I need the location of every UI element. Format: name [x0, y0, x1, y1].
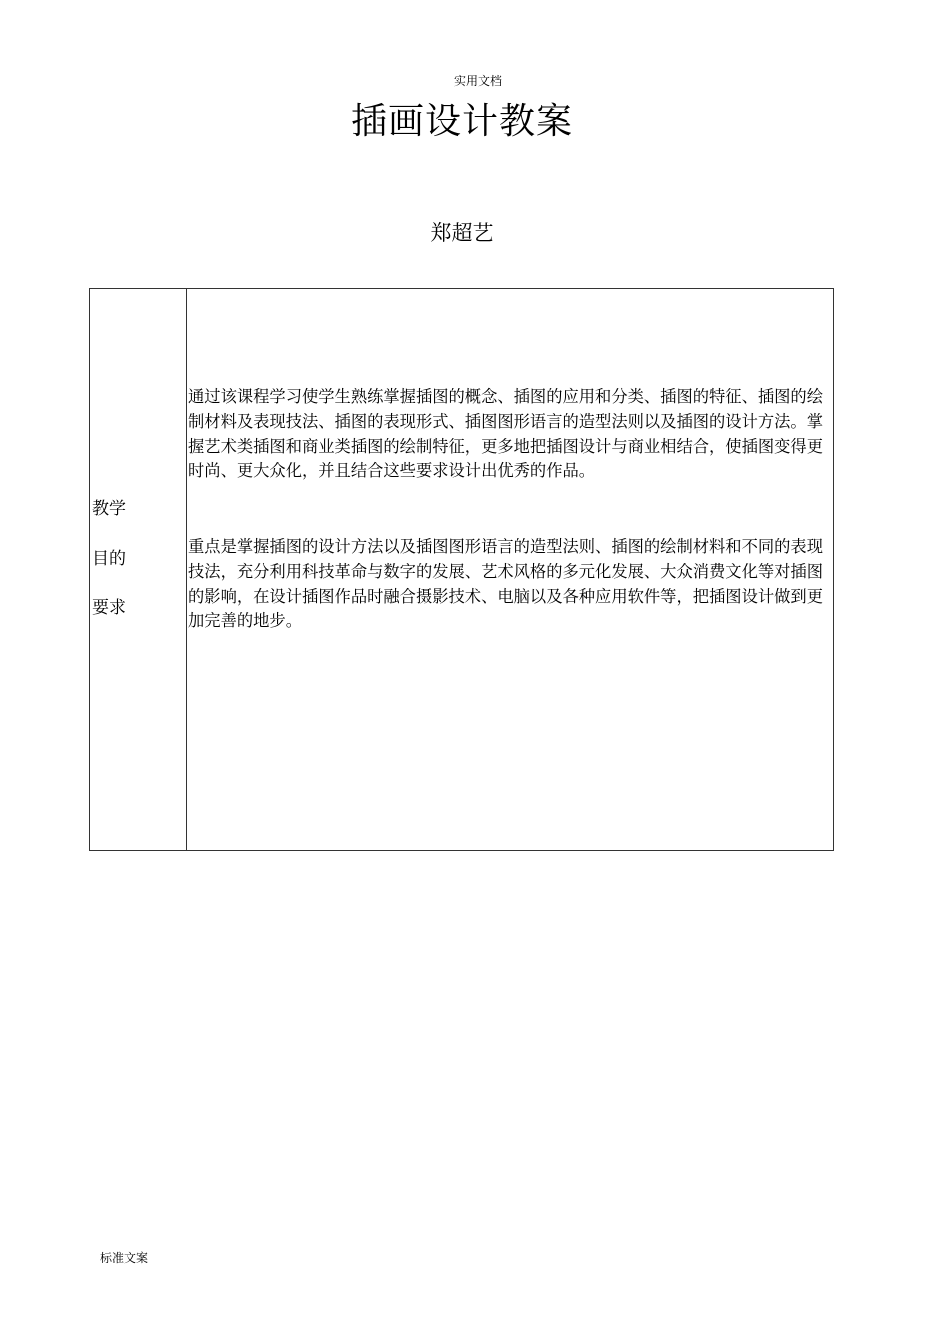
- objective-paragraph: 通过该课程学习使学生熟练掌握插图的概念、插图的应用和分类、插图的特征、插图的绘制材料及表现技法、插图的表现形式、插图图形语言的造型法则以及插图的设计方法。掌握艺术类插图和商业类插图的绘制特征，更多地把插图设计与商业相结合，使插图变得更时尚、更大众化，并且结合这些要求设计出优秀的作品。: [188, 387, 823, 481]
- key-points-paragraph: 重点是掌握插图的设计方法以及插图图形语言的造型法则、插图的绘制材料和不同的表现技法，充分利用科技革命与数字的发展、艺术风格的多元化发展、大众消费文化等对插图的影响，在设计插图作品时融合摄影技术、电脑以及各种应用软件等，把插图设计做到更加完善的地步。: [188, 537, 823, 631]
- teaching-plan-table: [89, 288, 834, 851]
- row-label-line: 目的: [92, 549, 126, 569]
- footer-note: 标准文案: [100, 1251, 149, 1265]
- document-title: 插画设计教案: [350, 101, 573, 142]
- row-label-line: 教学: [92, 499, 126, 519]
- row-label-cell: [90, 289, 187, 850]
- header-note: 实用文档: [454, 74, 503, 88]
- content-cell: [187, 289, 833, 850]
- author-name: 郑超艺: [430, 221, 494, 245]
- row-label-line: 要求: [92, 598, 126, 618]
